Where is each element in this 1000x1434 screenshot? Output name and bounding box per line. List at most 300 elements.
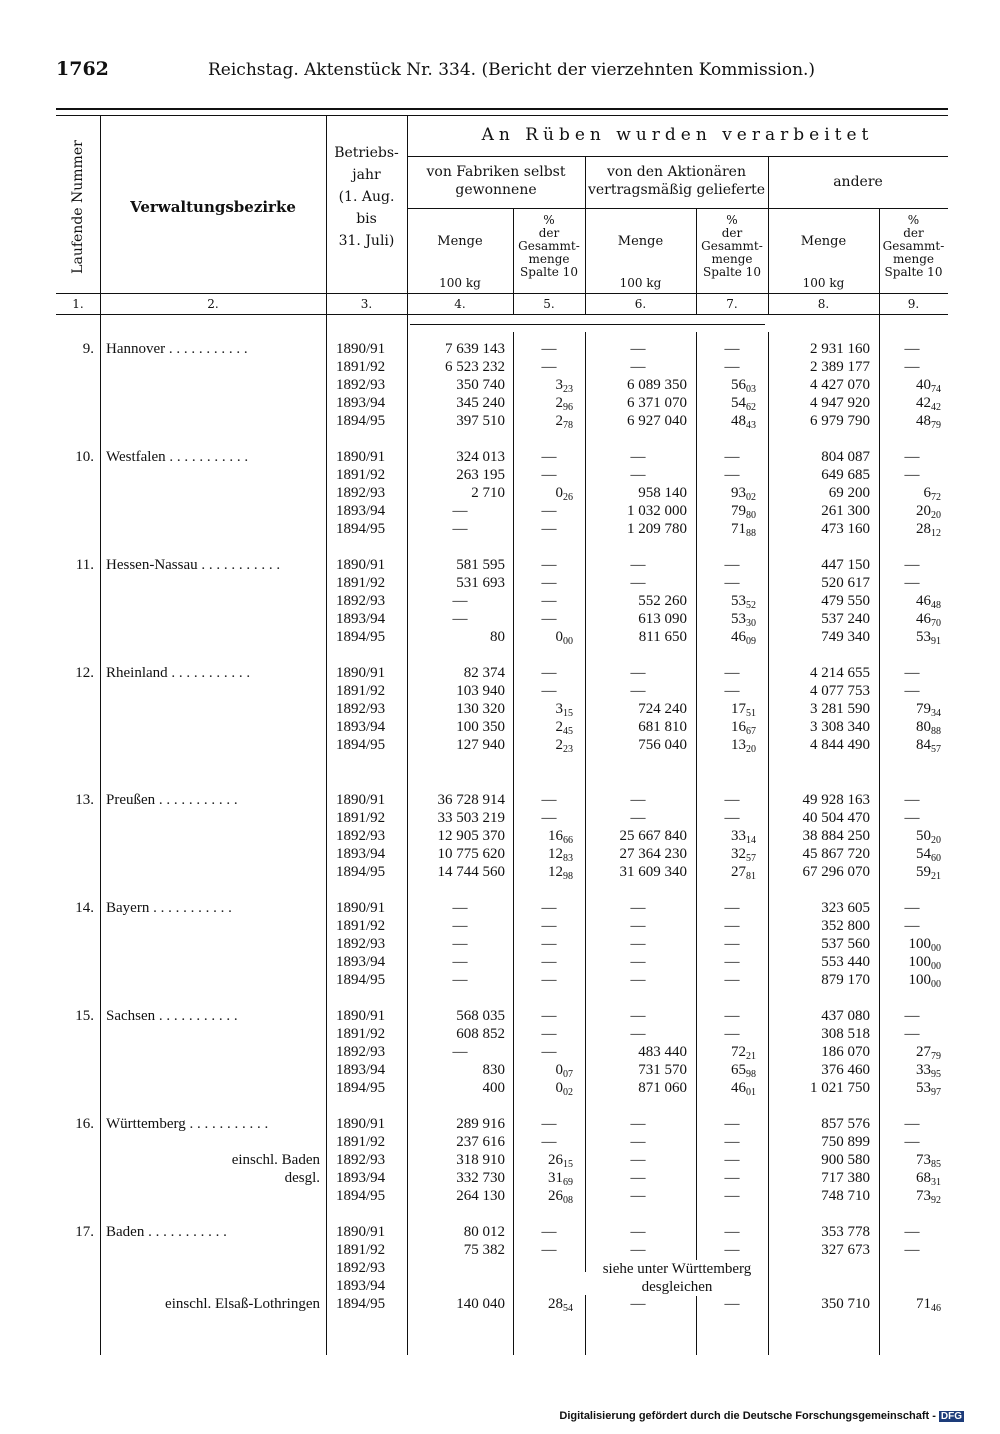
district-number: 15. bbox=[75, 1008, 94, 1024]
cell-c9: — bbox=[904, 1026, 920, 1042]
cell-c4: 397 510 bbox=[456, 413, 505, 429]
cell-c9: $53_{97}$ bbox=[916, 1080, 941, 1098]
cell-c4: 103 940 bbox=[456, 683, 505, 699]
cell-c8: 748 710 bbox=[821, 1188, 870, 1204]
header-menge: Menge bbox=[617, 234, 664, 249]
cell-c6: — bbox=[630, 1008, 646, 1024]
cell-c5: — bbox=[541, 575, 557, 591]
decimal-subscript: 51 bbox=[746, 708, 756, 719]
cell-c8: 6 979 790 bbox=[810, 413, 870, 429]
district-name bbox=[106, 791, 320, 809]
cell-c5: — bbox=[541, 810, 557, 826]
cell-c7: — bbox=[724, 972, 740, 988]
cell-c5: $26_{15}$ bbox=[548, 1152, 573, 1170]
cell-c8: 1 021 750 bbox=[810, 1080, 870, 1096]
cell-c6: — bbox=[630, 449, 646, 465]
cell-c4: — bbox=[452, 954, 468, 970]
cell-c5: — bbox=[541, 1044, 557, 1060]
cell-c6: — bbox=[630, 1134, 646, 1150]
cell-c9: $54_{60}$ bbox=[916, 846, 941, 864]
cell-c7: — bbox=[724, 1152, 740, 1168]
header-fabriken-selbst bbox=[407, 163, 585, 199]
cell-c9: — bbox=[904, 1134, 920, 1150]
header-aktionaere-line: vertragsmäßig gelieferte bbox=[587, 182, 766, 198]
header-verwaltungsbezirke: Verwaltungsbezirke bbox=[130, 198, 296, 216]
decimal-subscript: 26 bbox=[563, 492, 573, 503]
header-menge: Menge bbox=[437, 234, 483, 249]
year-cell: 1891/92 bbox=[336, 918, 386, 934]
year-cell: 1890/91 bbox=[336, 1224, 386, 1240]
cell-c6: 483 440 bbox=[638, 1044, 687, 1060]
cell-c4: — bbox=[452, 972, 468, 988]
column-number: 2. bbox=[207, 297, 219, 311]
decimal-subscript: 70 bbox=[931, 618, 941, 629]
cell-c4: — bbox=[452, 521, 468, 537]
cell-c4: — bbox=[452, 503, 468, 519]
cell-c6: 871 060 bbox=[638, 1080, 687, 1096]
year-cell: 1893/94 bbox=[336, 954, 386, 970]
header-laufende-nummer-text: Laufende Nummer bbox=[70, 140, 86, 274]
cell-c6: 811 650 bbox=[638, 629, 687, 645]
decimal-subscript: 08 bbox=[563, 1195, 573, 1206]
cell-c4: 140 040 bbox=[456, 1296, 505, 1312]
cell-c9: $100_{00}$ bbox=[908, 954, 941, 972]
cell-c8: 473 160 bbox=[821, 521, 870, 537]
decimal-subscript: 57 bbox=[746, 853, 756, 864]
decimal-subscript: 21 bbox=[931, 871, 941, 882]
district-name-text: Preußen bbox=[106, 792, 156, 808]
header-unit: 100 kg bbox=[619, 276, 662, 290]
decimal-subscript: 96 bbox=[563, 402, 573, 413]
cell-c6: — bbox=[630, 557, 646, 573]
district-name bbox=[106, 664, 320, 682]
header-percent-of-total bbox=[513, 214, 585, 279]
cell-c6: 25 667 840 bbox=[619, 828, 687, 844]
header-aktionaeren bbox=[585, 163, 768, 199]
header-percent-of-total bbox=[879, 214, 948, 279]
header-percent-line: der bbox=[721, 226, 743, 240]
district-number: 9. bbox=[82, 341, 94, 357]
subgroup-rule bbox=[407, 208, 948, 209]
cell-c6: — bbox=[630, 467, 646, 483]
year-cell: 1892/93 bbox=[336, 377, 386, 393]
year-cell: 1893/94 bbox=[336, 1062, 386, 1078]
cell-c5: $26_{08}$ bbox=[548, 1188, 573, 1206]
cell-c6: — bbox=[630, 575, 646, 591]
row-note: einschl. Baden bbox=[231, 1152, 320, 1168]
cell-c7: $71_{88}$ bbox=[731, 521, 756, 539]
cell-c5: — bbox=[541, 341, 557, 357]
cell-c5: $2_{96}$ bbox=[555, 395, 573, 413]
cell-c6: 6 089 350 bbox=[627, 377, 687, 393]
district-name-text: Hessen-Nassau bbox=[106, 557, 198, 573]
cell-c6: — bbox=[630, 954, 646, 970]
header-fabriken-line: von Fabriken selbst bbox=[426, 164, 566, 180]
cell-c8: 553 440 bbox=[821, 954, 870, 970]
cell-c8: 447 150 bbox=[821, 557, 870, 573]
cell-c7: $72_{21}$ bbox=[731, 1044, 756, 1062]
cell-c4: 33 503 219 bbox=[437, 810, 505, 826]
cell-c8: 69 200 bbox=[828, 485, 870, 501]
decimal-subscript: 74 bbox=[931, 384, 941, 395]
cell-c9: $100_{00}$ bbox=[908, 972, 941, 990]
dot-leader: . . . . . . . . . . . bbox=[167, 665, 251, 681]
cell-c6: — bbox=[630, 1170, 646, 1186]
top-rule-2 bbox=[56, 115, 948, 116]
column-number: 1. bbox=[72, 297, 84, 311]
header-andere: andere bbox=[833, 174, 883, 190]
cell-c9: $42_{42}$ bbox=[916, 395, 941, 413]
cell-c5: — bbox=[541, 1242, 557, 1258]
cell-c8: 2 931 160 bbox=[810, 341, 870, 357]
decimal-subscript: 72 bbox=[931, 492, 941, 503]
cell-c9: $27_{79}$ bbox=[916, 1044, 941, 1062]
decimal-subscript: 00 bbox=[931, 961, 941, 972]
year-cell: 1890/91 bbox=[336, 900, 386, 916]
year-cell: 1890/91 bbox=[336, 557, 386, 573]
cell-c4: 7 639 143 bbox=[445, 341, 505, 357]
cell-c7: — bbox=[724, 1296, 740, 1312]
year-cell: 1893/94 bbox=[336, 1278, 386, 1294]
decimal-subscript: 09 bbox=[746, 636, 756, 647]
district-name-text: Westfalen bbox=[106, 449, 166, 465]
cell-c4: 318 910 bbox=[456, 1152, 505, 1168]
cell-c6: — bbox=[630, 792, 646, 808]
column-number: 3. bbox=[360, 297, 373, 311]
cell-c6: — bbox=[630, 900, 646, 916]
cell-c4: 531 693 bbox=[456, 575, 505, 591]
decimal-subscript: 00 bbox=[931, 979, 941, 990]
header-betriebsjahr-line: jahr bbox=[352, 167, 381, 183]
cell-c5: — bbox=[541, 1116, 557, 1132]
cell-c4: 10 775 620 bbox=[437, 846, 505, 862]
cell-c9: — bbox=[904, 792, 920, 808]
header-percent-line: Spalte 10 bbox=[520, 265, 578, 279]
year-cell: 1893/94 bbox=[336, 1170, 386, 1186]
cell-c7: $17_{51}$ bbox=[731, 701, 756, 719]
cell-c6: 552 260 bbox=[638, 593, 687, 609]
cell-c5: — bbox=[541, 359, 557, 375]
year-cell: 1892/93 bbox=[336, 701, 386, 717]
cell-c4: 130 320 bbox=[456, 701, 505, 717]
header-betriebsjahr-line: 31. Juli) bbox=[338, 233, 395, 249]
cell-c6: 724 240 bbox=[638, 701, 687, 717]
header-unit: 100 kg bbox=[439, 276, 481, 290]
cell-c7: $48_{43}$ bbox=[731, 413, 756, 431]
district-name-text: Bayern bbox=[106, 900, 150, 916]
cell-c9: $71_{46}$ bbox=[916, 1296, 941, 1314]
year-cell: 1891/92 bbox=[336, 467, 386, 483]
decimal-subscript: 12 bbox=[931, 528, 941, 539]
cell-c8: 3 308 340 bbox=[810, 719, 870, 735]
cell-c4: 127 940 bbox=[456, 737, 505, 753]
year-cell: 1890/91 bbox=[336, 1008, 386, 1024]
decimal-subscript: 88 bbox=[746, 528, 756, 539]
decimal-subscript: 01 bbox=[746, 1087, 756, 1098]
header-percent-line: der bbox=[538, 226, 560, 240]
group-rule bbox=[407, 156, 948, 157]
header-betriebsjahr-line: (1. Aug. bbox=[338, 189, 395, 205]
decimal-subscript: 62 bbox=[746, 402, 756, 413]
cell-c4: 75 382 bbox=[463, 1242, 505, 1258]
cell-c6: — bbox=[630, 1242, 646, 1258]
decimal-subscript: 98 bbox=[746, 1069, 756, 1080]
cell-c8: 350 710 bbox=[821, 1296, 870, 1312]
cell-c5: — bbox=[541, 936, 557, 952]
year-cell: 1891/92 bbox=[336, 683, 386, 699]
year-cell: 1893/94 bbox=[336, 719, 386, 735]
cell-c4: 608 852 bbox=[456, 1026, 505, 1042]
cell-c9: — bbox=[904, 1116, 920, 1132]
cell-c8: 376 460 bbox=[821, 1062, 870, 1078]
cell-c8: 261 300 bbox=[821, 503, 870, 519]
cell-c8: 520 617 bbox=[821, 575, 870, 591]
cell-c5: $12_{83}$ bbox=[548, 846, 573, 864]
cell-c5: — bbox=[541, 900, 557, 916]
decimal-subscript: 30 bbox=[746, 618, 756, 629]
dot-leader: . . . . . . . . . . . bbox=[149, 900, 232, 916]
cell-c4: 80 012 bbox=[463, 1224, 505, 1240]
cell-c5: — bbox=[541, 1026, 557, 1042]
cell-c8: 900 580 bbox=[821, 1152, 870, 1168]
cell-c5: — bbox=[541, 611, 557, 627]
column-number: 9. bbox=[907, 297, 920, 311]
cell-c8: 479 550 bbox=[821, 593, 870, 609]
cell-c6: 1 032 000 bbox=[627, 503, 687, 519]
cell-c6: 613 090 bbox=[638, 611, 687, 627]
cell-c8: 857 576 bbox=[821, 1116, 870, 1132]
district-name-text: Württemberg bbox=[106, 1116, 186, 1132]
district-number: 14. bbox=[75, 900, 94, 916]
cell-c7: — bbox=[724, 810, 740, 826]
decimal-subscript: 97 bbox=[931, 1087, 941, 1098]
decimal-subscript: 98 bbox=[563, 871, 573, 882]
cell-c9: — bbox=[904, 900, 920, 916]
cell-c8: 537 240 bbox=[821, 611, 870, 627]
district-number: 17. bbox=[75, 1224, 94, 1240]
decimal-subscript: 88 bbox=[931, 726, 941, 737]
cell-c6: — bbox=[630, 918, 646, 934]
cell-c8: 67 296 070 bbox=[802, 864, 870, 880]
cell-c7: — bbox=[724, 557, 740, 573]
cell-c9: — bbox=[904, 810, 920, 826]
cell-c8: 649 685 bbox=[821, 467, 870, 483]
district-name bbox=[106, 556, 320, 574]
decimal-subscript: 54 bbox=[563, 1303, 573, 1314]
cell-c5: $2_{23}$ bbox=[555, 737, 573, 755]
cell-c8: 40 504 470 bbox=[802, 810, 870, 826]
cell-c6: — bbox=[630, 359, 646, 375]
column-number: 7. bbox=[726, 297, 738, 311]
cell-c6: 958 140 bbox=[638, 485, 687, 501]
cell-c7: — bbox=[724, 449, 740, 465]
cell-c7: — bbox=[724, 341, 740, 357]
decimal-subscript: 20 bbox=[931, 835, 941, 846]
cell-c5: — bbox=[541, 683, 557, 699]
year-cell: 1892/93 bbox=[336, 593, 386, 609]
cell-c6: — bbox=[630, 1296, 646, 1312]
decimal-subscript: 83 bbox=[563, 853, 573, 864]
column-number: 8. bbox=[817, 297, 830, 311]
dot-leader: . . . . . . . . . . . bbox=[155, 1008, 238, 1024]
district-number: 16. bbox=[75, 1116, 94, 1132]
year-cell: 1894/95 bbox=[336, 629, 386, 645]
cell-c4: 400 bbox=[482, 1080, 505, 1096]
year-cell: 1892/93 bbox=[336, 1044, 386, 1060]
cell-c5: — bbox=[541, 1008, 557, 1024]
cell-c6: — bbox=[630, 1224, 646, 1240]
cell-c9: $50_{20}$ bbox=[916, 828, 941, 846]
header-betriebsjahr-line: bis bbox=[356, 211, 377, 227]
decimal-subscript: 43 bbox=[746, 420, 756, 431]
cell-c9: — bbox=[904, 1008, 920, 1024]
cell-c9: $40_{74}$ bbox=[916, 377, 941, 395]
header-unit: 100 kg bbox=[802, 276, 845, 290]
district-name-text: Rheinland bbox=[106, 665, 168, 681]
district-name bbox=[106, 1223, 320, 1241]
cell-c4: — bbox=[452, 593, 468, 609]
cell-c7: $46_{09}$ bbox=[731, 629, 756, 647]
header-percent-line: % bbox=[726, 213, 738, 227]
district-number: 13. bbox=[75, 792, 94, 808]
cell-c7: — bbox=[724, 359, 740, 375]
cell-c4: 36 728 914 bbox=[437, 792, 505, 808]
decimal-subscript: 34 bbox=[931, 708, 941, 719]
footer bbox=[559, 1410, 964, 1422]
decimal-subscript: 20 bbox=[746, 744, 756, 755]
year-cell: 1890/91 bbox=[336, 449, 386, 465]
column-number: 4. bbox=[454, 297, 466, 311]
cell-c8: 537 560 bbox=[821, 936, 870, 952]
cell-c6: — bbox=[630, 1188, 646, 1204]
decimal-subscript: 42 bbox=[931, 402, 941, 413]
dot-leader: . . . . . . . . . . . bbox=[197, 557, 281, 573]
cell-c4: 237 616 bbox=[456, 1134, 505, 1150]
cell-c9: — bbox=[904, 918, 920, 934]
header-percent-line: Gesammt- bbox=[882, 239, 945, 253]
cell-c7: $33_{14}$ bbox=[731, 828, 756, 846]
dot-leader: . . . . . . . . . . . bbox=[185, 1116, 269, 1132]
decimal-subscript: 00 bbox=[563, 636, 573, 647]
cell-c4: 6 523 232 bbox=[445, 359, 505, 375]
cell-c6: — bbox=[630, 341, 646, 357]
district-name-text: Hannover bbox=[106, 341, 166, 357]
cell-c6: 731 570 bbox=[638, 1062, 687, 1078]
district-name bbox=[106, 340, 320, 358]
cell-c5: $31_{69}$ bbox=[548, 1170, 573, 1188]
cell-c8: 4 427 070 bbox=[810, 377, 870, 393]
cell-c4: 289 916 bbox=[456, 1116, 505, 1132]
cell-c5: $28_{54}$ bbox=[548, 1296, 573, 1314]
cell-c9: $28_{12}$ bbox=[916, 521, 941, 539]
year-cell: 1891/92 bbox=[336, 1026, 386, 1042]
cell-c6: — bbox=[630, 810, 646, 826]
cell-c5: — bbox=[541, 972, 557, 988]
district-name bbox=[106, 1115, 320, 1133]
cell-c6: 6 371 070 bbox=[627, 395, 687, 411]
cell-c5: — bbox=[541, 665, 557, 681]
cell-c4: 100 350 bbox=[456, 719, 505, 735]
decimal-subscript: 03 bbox=[746, 384, 756, 395]
cell-c6: — bbox=[630, 972, 646, 988]
decimal-subscript: 92 bbox=[931, 1195, 941, 1206]
cell-c7: — bbox=[724, 1170, 740, 1186]
cell-c9: $80_{88}$ bbox=[916, 719, 941, 737]
dot-leader: . . . . . . . . . . . bbox=[165, 449, 249, 465]
column-number: 5. bbox=[543, 297, 555, 311]
brace-rule bbox=[410, 324, 765, 325]
cell-c4: 324 013 bbox=[456, 449, 505, 465]
district-number: 12. bbox=[75, 665, 94, 681]
decimal-subscript: 23 bbox=[563, 744, 573, 755]
cell-c4: — bbox=[452, 900, 468, 916]
cell-c5: — bbox=[541, 503, 557, 519]
decimal-subscript: 79 bbox=[931, 420, 941, 431]
year-cell: 1894/95 bbox=[336, 972, 386, 988]
cell-c9: — bbox=[904, 1242, 920, 1258]
year-cell: 1894/95 bbox=[336, 737, 386, 753]
cell-c6: — bbox=[630, 665, 646, 681]
cell-c7: $53_{30}$ bbox=[731, 611, 756, 629]
baden-remark bbox=[586, 1260, 768, 1296]
header-percent-of-total bbox=[696, 214, 768, 279]
district-name bbox=[106, 1007, 320, 1025]
header-percent-line: menge bbox=[893, 252, 934, 266]
dfg-logo: DFG bbox=[940, 1411, 962, 1422]
cell-c7: — bbox=[724, 1116, 740, 1132]
cell-c7: — bbox=[724, 1242, 740, 1258]
cell-c5: $16_{66}$ bbox=[548, 828, 573, 846]
year-cell: 1894/95 bbox=[336, 1296, 386, 1312]
cell-c4: — bbox=[452, 936, 468, 952]
header-rule bbox=[56, 293, 948, 294]
decimal-subscript: 21 bbox=[746, 1051, 756, 1062]
cell-c8: 352 800 bbox=[821, 918, 870, 934]
cell-c8: 38 884 250 bbox=[802, 828, 870, 844]
colnum-rule bbox=[56, 314, 948, 315]
header-percent-line: % bbox=[907, 213, 920, 227]
cell-c6: — bbox=[630, 1026, 646, 1042]
baden-remark-line: desgleichen bbox=[641, 1279, 713, 1295]
cell-c5: — bbox=[541, 792, 557, 808]
decimal-subscript: 81 bbox=[746, 871, 756, 882]
cell-c5: $3_{15}$ bbox=[555, 701, 573, 719]
cell-c9: — bbox=[904, 665, 920, 681]
cell-c5: — bbox=[541, 521, 557, 537]
decimal-subscript: 91 bbox=[931, 636, 941, 647]
footer-text: Digitalisierung gefördert durch die Deutsche Forschungsgemeinschaft - bbox=[559, 1410, 936, 1422]
cell-c9: $46_{70}$ bbox=[916, 611, 941, 629]
year-cell: 1892/93 bbox=[336, 936, 386, 952]
year-cell: 1890/91 bbox=[336, 665, 386, 681]
decimal-subscript: 02 bbox=[746, 492, 756, 503]
cell-c7: $16_{67}$ bbox=[731, 719, 756, 737]
year-cell: 1891/92 bbox=[336, 575, 386, 591]
decimal-subscript: 52 bbox=[746, 600, 756, 611]
year-cell: 1890/91 bbox=[336, 1116, 386, 1132]
year-cell: 1892/93 bbox=[336, 1260, 386, 1276]
cell-c5: — bbox=[541, 918, 557, 934]
running-head: Reichstag. Aktenstück Nr. 334. (Bericht der vierzehnten Kommission.) bbox=[208, 60, 816, 80]
cell-c8: 323 605 bbox=[821, 900, 870, 916]
cell-c8: 45 867 720 bbox=[802, 846, 870, 862]
cell-c5: $0_{07}$ bbox=[555, 1062, 573, 1080]
cell-c4: — bbox=[452, 611, 468, 627]
cell-c6: 756 040 bbox=[638, 737, 687, 753]
cell-c7: — bbox=[724, 575, 740, 591]
year-cell: 1894/95 bbox=[336, 521, 386, 537]
cell-c4: 82 374 bbox=[463, 665, 505, 681]
